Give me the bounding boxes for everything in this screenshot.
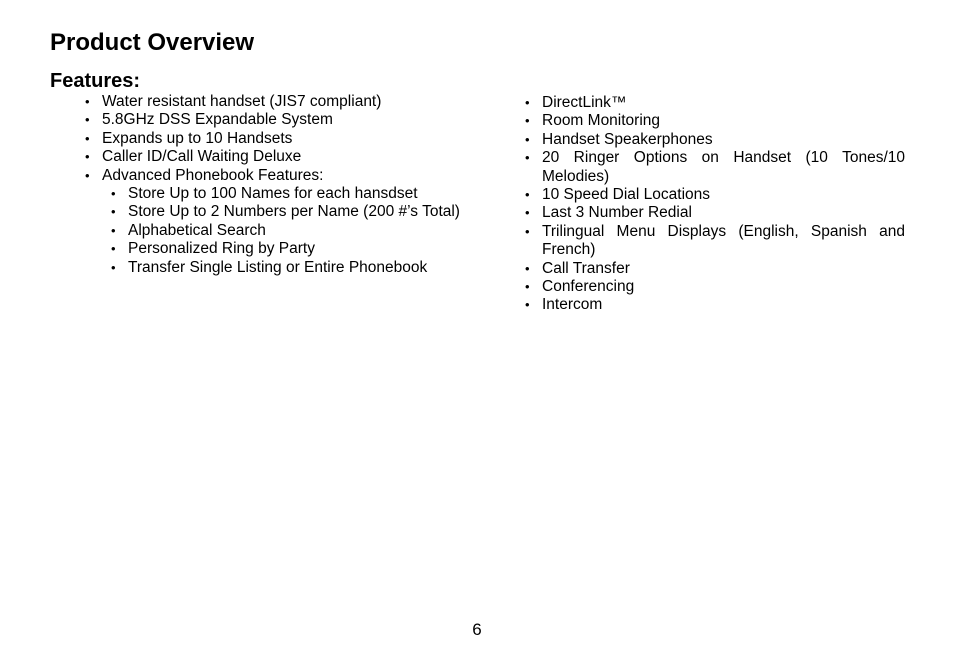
feature-item (85, 167, 465, 185)
sub-feature-item (111, 185, 465, 203)
bullet-icon: • (85, 94, 90, 109)
feature-text: Store Up to 100 Names for each hansdset (128, 185, 418, 203)
feature-text: Transfer Single Listing or Entire Phonebook (128, 258, 428, 276)
bullet-icon: • (525, 223, 530, 239)
sub-feature-item (111, 259, 465, 277)
bullet-icon: • (111, 259, 116, 275)
bullet-icon: • (111, 186, 116, 202)
feature-text: Water resistant handset (JIS7 compliant) (102, 93, 382, 110)
bullet-icon: • (525, 95, 530, 110)
feature-item (525, 131, 905, 149)
page-number: 6 (472, 620, 482, 639)
bullet-icon: • (525, 279, 530, 295)
feature-text: Room Monitoring (542, 112, 661, 130)
feature-item (85, 148, 465, 166)
features-list-left (85, 93, 465, 277)
feature-text: Expands up to 10 Handsets (102, 129, 293, 147)
feature-item (85, 130, 465, 148)
features-list-right (525, 94, 905, 315)
feature-item (525, 223, 905, 260)
feature-text: Advanced Phonebook Features: (102, 166, 324, 184)
feature-item (525, 94, 905, 112)
sub-feature-item (111, 222, 465, 240)
feature-text: DirectLink™ (542, 94, 627, 111)
bullet-icon: • (525, 187, 530, 203)
feature-text: Call Transfer (542, 259, 630, 277)
bullet-icon: • (525, 113, 530, 129)
bullet-icon: • (525, 260, 530, 276)
bullet-icon: • (85, 149, 90, 165)
bullet-icon: • (525, 131, 530, 147)
feature-text: 20 Ringer Options on Handset (10 Tones/10 Melodies) (542, 149, 905, 185)
bullet-icon: • (111, 241, 116, 257)
feature-text: Handset Speakerphones (542, 130, 713, 148)
feature-text: Alphabetical Search (128, 221, 266, 239)
feature-text: Last 3 Number Redial (542, 204, 692, 222)
feature-item (525, 260, 905, 278)
feature-item (85, 93, 465, 111)
feature-item (525, 112, 905, 130)
feature-text: Trilingual Menu Displays (English, Spanish and French) (542, 222, 905, 259)
sub-feature-item (111, 240, 465, 258)
feature-text: Personalized Ring by Party (128, 240, 315, 258)
feature-item (85, 111, 465, 129)
feature-item (525, 278, 905, 296)
feature-text: 5.8GHz DSS Expandable System (102, 111, 333, 129)
bullet-icon: • (525, 205, 530, 221)
bullet-icon: • (111, 222, 116, 238)
feature-text: Store Up to 2 Numbers per Name (200 #’s Total) (128, 203, 460, 221)
bullet-icon: • (111, 204, 116, 220)
feature-text: Intercom (542, 296, 603, 314)
bullet-icon: • (85, 167, 90, 183)
feature-text: 10 Speed Dial Locations (542, 186, 711, 204)
feature-item (525, 149, 905, 186)
page-title: Product Overview (50, 29, 255, 56)
bullet-icon: • (525, 297, 530, 313)
feature-text: Conferencing (542, 278, 635, 296)
bullet-icon: • (85, 130, 90, 146)
sub-feature-item (111, 203, 465, 221)
feature-text: Caller ID/Call Waiting Deluxe (102, 148, 302, 166)
feature-item (525, 186, 905, 204)
bullet-icon: • (85, 112, 90, 128)
bullet-icon: • (525, 150, 530, 166)
feature-item (525, 296, 905, 314)
section-title-features: Features: (50, 70, 141, 92)
feature-item (525, 204, 905, 222)
